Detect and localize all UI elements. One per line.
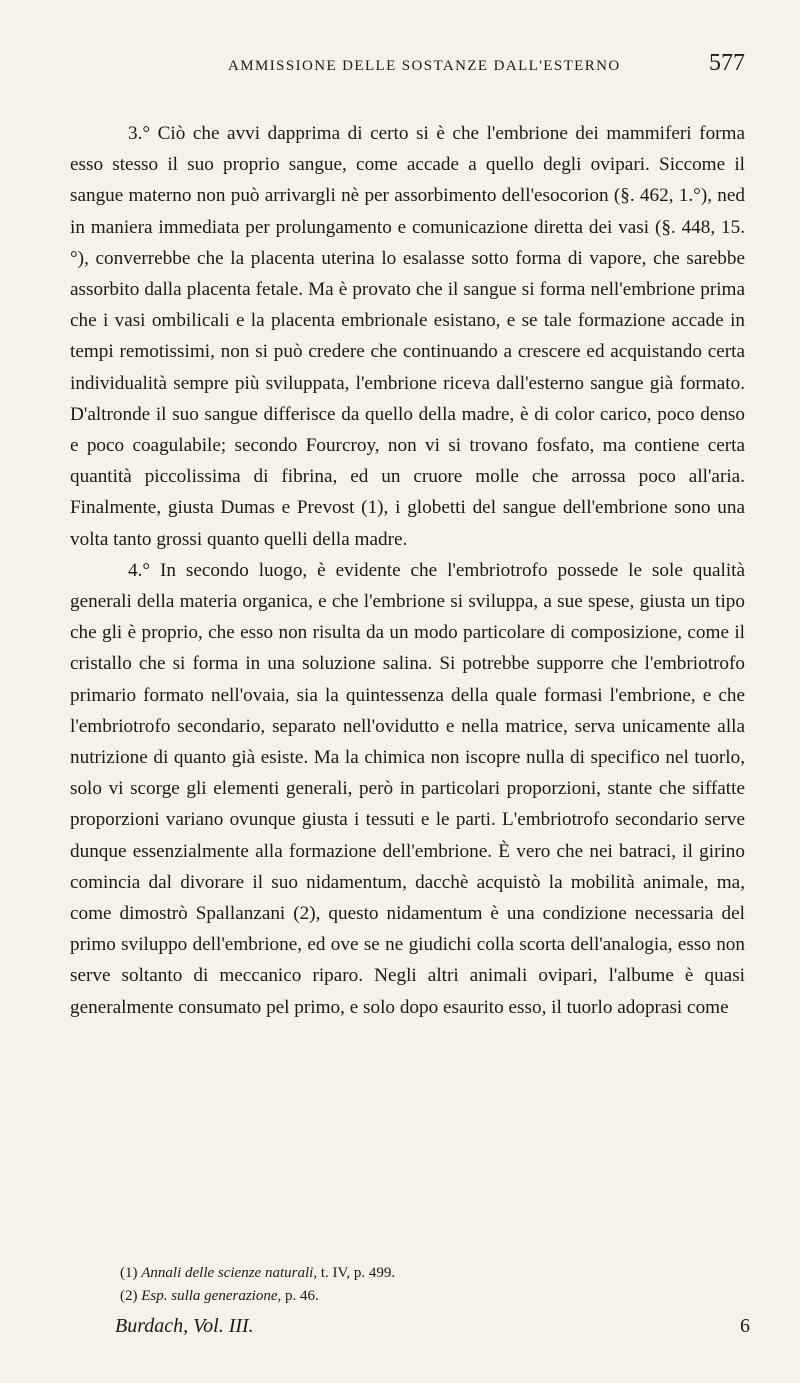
- footnote-1: [70, 1262, 745, 1285]
- signature-line: [115, 1315, 750, 1338]
- footnote-rest: , t. IV, p. 499.: [313, 1265, 396, 1281]
- paragraph-3: 3.° Ciò che avvi dapprima di certo si è che l'embrione dei mammiferi forma esso stesso il suo proprio sangue, come accade a quello degli ovipari. Siccome il sangue materno non può arrivargli nè per assorbimento dell'esocorion (§. 462, 1.°), ned in maniera immediata per prolungamento e comunicazione diretta dei vasi (§. 448, 15.°), converrebbe che la placenta uterina lo esalasse sotto forma di vapore, che sarebbe assorbito dalla placenta fetale. Ma è provato che il sangue si forma nell'embrione prima che i vasi ombilicali e la placenta embrionale esistano, e se tale formazione accade in tempi remotissimi, non si può credere che continuando a crescere ed acquistando certa individualità sempre più sviluppata, l'embrione riceva dall'esterno sangue già formato. D'altronde il suo sangue differisce da quello della madre, è di color carico, poco denso e poco coagulabile; secondo Fourcroy, non vi si trovano fosfato, ma contiene certa quantità piccolissima di fibrina, ed un cruore molle che arrossa poco all'aria. Finalmente, giusta Dumas e Prevost (1), i globetti del sangue dell'embrione sono una volta tanto grossi quanto quelli della madre.: [70, 123, 745, 550]
- footnote-marker: (1): [120, 1265, 138, 1281]
- footnote-title: Annali delle scienze naturali: [141, 1265, 314, 1281]
- footnotes: [70, 1262, 745, 1308]
- footnote-title: Esp. sulla generazione: [141, 1288, 278, 1304]
- paragraph-4: 4.° In secondo luogo, è evidente che l'embriotrofo possede le sole qualità generali della materia organica, e che l'embrione si sviluppa, a sue spese, giusta un tipo che gli è proprio, che esso non risulta da un modo particolare di composizione, come il cristallo che si forma in una soluzione salina. Si potrebbe supporre che l'embriotrofo primario formato nell'ovaia, sia la quintessenza della quale formasi l'embrione, e che l'embriotrofo secondario, separato nell'ovidutto e nella matrice, serva unicamente alla nutrizione di quanto già esiste. Ma la chimica non iscopre nulla di specifico nel tuorlo, solo vi scorge gli elementi generali, però in particolari proporzioni, stante che siffatte proporzioni variano ovunque giusta i tessuti e le parti. L'embriotrofo secondario serve dunque essenzialmente alla formazione dell'embrione. È vero che nei batraci, il girino comincia dal divorare il suo nidamentum, dacchè acquistò la mobilità animale, ma, come dimostrò Spallanzani (2), questo nidamentum è una condizione necessaria del primo sviluppo dell'embrione, ed ove se ne giudichi colla scorta dell'analogia, esso non serve soltanto di meccanico riparo. Negli altri animali ovipari, l'albume è quasi generalmente consumato pel primo, e solo dopo esaurito esso, il tuorlo adoprasi come: [70, 559, 745, 1018]
- footnote-marker: (2): [120, 1288, 138, 1304]
- running-head: AMMISSIONE DELLE SOSTANZE DALL'ESTERNO: [228, 58, 621, 74]
- body-text: [70, 118, 745, 1023]
- signature-number: 6: [740, 1315, 750, 1337]
- footnote-rest: , p. 46.: [277, 1288, 319, 1304]
- page-header: [220, 50, 745, 90]
- footnote-2: [70, 1285, 745, 1308]
- signature-text: Burdach, Vol. III.: [115, 1315, 254, 1337]
- page-number: 577: [709, 50, 745, 76]
